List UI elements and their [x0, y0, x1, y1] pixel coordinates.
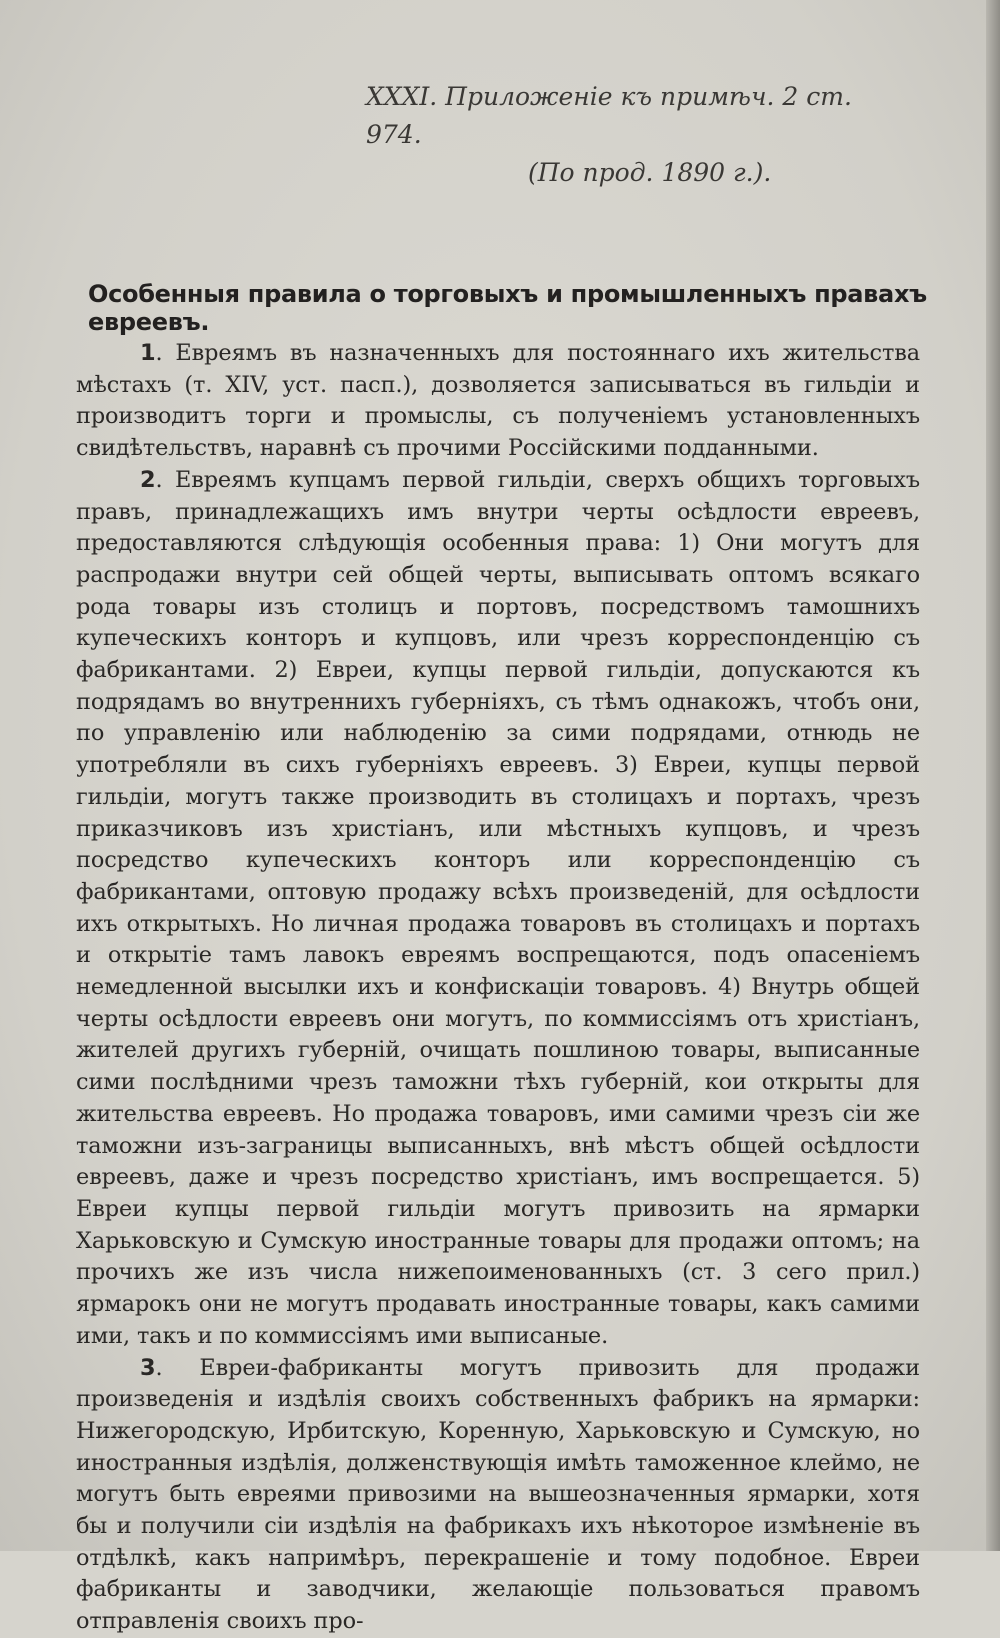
body-text [76, 338, 920, 1638]
section-title: Особенныя правила о торговыхъ и промышленныхъ правахъ евреевъ. [88, 280, 927, 336]
page-header [360, 78, 880, 192]
page-edge-shadow [986, 0, 1000, 1551]
paragraph-3 [76, 1353, 920, 1638]
paragraph-text: . Евреи-фабриканты могутъ привозить для продажи произведенія и издѣлія своихъ собственныхъ фабрикъ на ярмарки: Нижегородскую, Ирбитскую, Коренную, Харьковскую и Сумскую, но иностранныя издѣлія, долженствующія имѣть таможенное клеймо, не могутъ быть евреями привозими на вышеозначенныя ярмарки, хотя бы и получили сіи издѣлія на фабрикахъ ихъ нѣкоторое измѣненіе въ отдѣлкѣ, какъ напримѣръ, перекрашеніе и тому подобное. Евреи фабриканты и заводчики, желающіе пользоваться правомъ отправленія своихъ про- [76, 1354, 920, 1635]
paragraph-text: . Евреямъ купцамъ первой гильдіи, сверхъ общихъ торговыхъ правъ, принадлежащихъ имъ внутри черты осѣдлости евреевъ, предоставляются слѣдующія особенныя права: 1) Они могутъ для распродажи внутри сей общей черты, выписывать оптомъ всякаго рода товары изъ столицъ и портовъ, посредствомъ тамошнихъ купеческихъ конторъ и купцовъ, или чрезъ корреспонденцію съ фабрикантами. 2) Евреи, купцы первой гильдіи, допускаются къ подрядамъ во внутреннихъ губерніяхъ, съ тѣмъ однакожъ, чтобъ они, по управленію или наблюденію за сими подрядами, отнюдь не употребляли въ сихъ губерніяхъ евреевъ. 3) Евреи, купцы первой гильдіи, могутъ также производить въ столицахъ и портахъ, чрезъ приказчиковъ изъ христіанъ, или мѣстныхъ купцовъ, и чрезъ посредство купеческихъ конторъ или корреспонденцію съ фабрикантами, оптовую продажу всѣхъ произведеній, для осѣдлости ихъ открытыхъ. Но личная продажа товаровъ въ столицахъ и портахъ и открытіе тамъ лавокъ евреямъ воспрещаются, подъ опасеніемъ немедленной высылки ихъ и конфискаціи товаровъ. 4) Внутрь общей черты осѣдлости евреевъ они могутъ, по коммиссіямъ отъ христіанъ, жителей другихъ губерній, очищать пошлиною товары, выписанные сими послѣдними чрезъ таможни тѣхъ губерній, кои открыты для жительства евреевъ. Но продажа товаровъ, ими самими чрезъ сіи же таможни изъ-заграницы выписанныхъ, внѣ мѣстъ общей осѣдлости евреевъ, даже и чрезъ посредство христіанъ, имъ воспрещается. 5) Евреи купцы первой гильдіи могутъ привозить на ярмарки Харьковскую и Сумскую иностранные товары для продажи оптомъ; на прочихъ же изъ числа нижепоименованныхъ (ст. 3 сего прил.) ярмарокъ они не могутъ продавать иностранные товары, какъ самими ими, такъ и по коммиссіямъ ими выписаные. [76, 466, 920, 1349]
paragraph-1 [76, 338, 920, 465]
header-line-1: XXXI. Приложеніе къ примѣч. 2 ст. 974. [366, 82, 852, 149]
paragraph-number: 2 [140, 466, 156, 493]
header-line-2: (По прод. 1890 г.). [528, 158, 772, 187]
paragraph-number: 3 [140, 1354, 156, 1381]
paragraph-number: 1 [140, 340, 156, 366]
paragraph-text: . Евреямъ въ назначенныхъ для постояннаго ихъ жительства мѣстахъ (т. XIV, уст. пасп.), дозволяется записываться въ гильдіи и производитъ торги и промыслы, съ полученіемъ установленныхъ свидѣтельствъ, наравнѣ съ прочими Россійскими подданными. [76, 340, 920, 462]
paragraph-2 [76, 465, 920, 1353]
